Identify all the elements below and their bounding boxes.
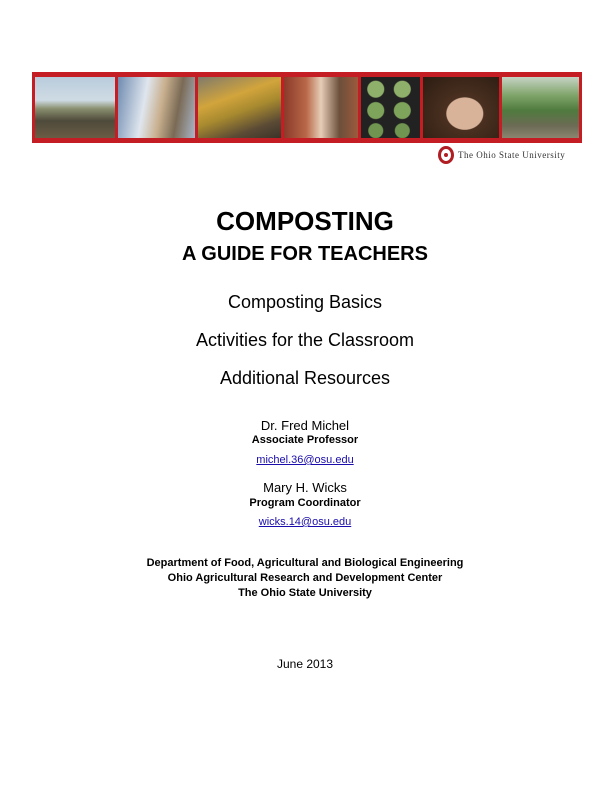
hands-holding-compost-photo bbox=[423, 77, 499, 138]
section-heading: Activities for the Classroom bbox=[195, 330, 415, 350]
author-role: Program Coordinator bbox=[249, 497, 361, 509]
university-name: The Ohio State University bbox=[458, 150, 566, 160]
compost-windrow-field-photo bbox=[35, 77, 115, 138]
university-logo bbox=[438, 146, 578, 166]
photo-banner bbox=[32, 72, 582, 143]
author-role: Associate Professor bbox=[251, 434, 359, 446]
people-at-compost-photo bbox=[118, 77, 195, 138]
raised-garden-beds-photo bbox=[502, 77, 579, 138]
author-email-row bbox=[0, 450, 610, 468]
author-name: Dr. Fred Michel bbox=[260, 418, 350, 433]
publication-date: June 2013 bbox=[276, 657, 334, 671]
block-o-icon bbox=[438, 146, 454, 164]
author-email-link[interactable]: michel.36@osu.edu bbox=[256, 454, 354, 466]
document-subtitle: A GUIDE FOR TEACHERS bbox=[182, 243, 428, 265]
document-title: COMPOSTING bbox=[216, 206, 394, 236]
section-heading: Composting Basics bbox=[227, 292, 383, 312]
author-email-link[interactable]: wicks.14@osu.edu bbox=[258, 516, 352, 528]
author-email-row bbox=[0, 512, 610, 530]
section-heading: Additional Resources bbox=[219, 368, 391, 388]
department-line: Department of Food, Agricultural and Biological Engineering bbox=[146, 557, 464, 569]
university-line: The Ohio State University bbox=[238, 587, 372, 599]
compost-bins-person-photo bbox=[284, 77, 358, 138]
seedling-trays-photo bbox=[361, 77, 420, 138]
front-loader-photo bbox=[198, 77, 281, 138]
center-line: Ohio Agricultural Research and Development Center bbox=[167, 572, 443, 584]
author-name: Mary H. Wicks bbox=[263, 480, 347, 495]
